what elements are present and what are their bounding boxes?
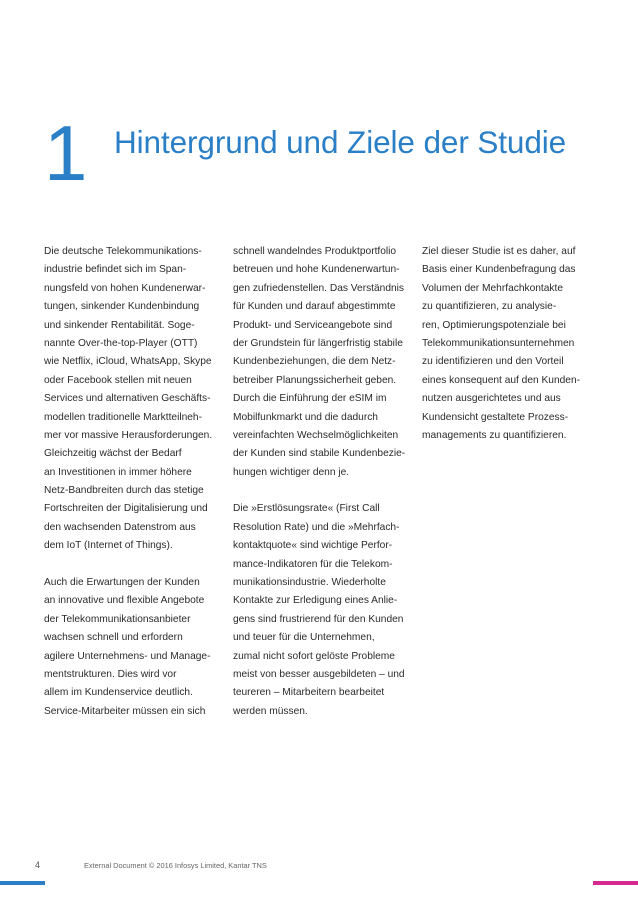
footer-copyright: External Document © 2016 Infosys Limited, Kantar TNS	[84, 861, 267, 870]
text-line: modellen traditionelle Marktteilneh-	[44, 411, 202, 423]
chapter-number: 1	[44, 109, 88, 197]
text-line: tungen, sinkender Kundenbindung	[44, 301, 200, 313]
text-line: und teuer für die Unternehmen,	[233, 632, 375, 644]
text-line: Resolution Rate) und die »Mehrfach-	[233, 521, 400, 533]
text-line: betreuen und hohe Kundenerwartun-	[233, 264, 400, 276]
text-line: Telekommunikationsunternehmen	[422, 337, 575, 349]
text-line: meist von besser ausgebildeten – und	[233, 668, 405, 680]
text-line: Volumen der Mehrfachkontakte	[422, 282, 564, 294]
text-line: industrie befindet sich im Span-	[44, 264, 187, 276]
text-line: Die deutsche Telekommunikations-	[44, 246, 202, 257]
text-line: der Grundstein für längerfristig stabile	[233, 337, 403, 349]
text-line: den wachsenden Datenstrom aus	[44, 521, 196, 533]
text-line: Gleichzeitig wächst der Bedarf	[44, 448, 182, 460]
text-column-1	[44, 243, 216, 721]
text-line: oder Facebook stellen mit neuen	[44, 374, 192, 386]
text-line: Durch die Einführung der eSIM im	[233, 393, 387, 405]
text-line: wie Netflix, iCloud, WhatsApp, Skype	[44, 356, 212, 368]
text-line: gen zufriedenstellen. Das Verständnis	[233, 282, 405, 294]
text-line: der Kunden sind stabile Kundenbezie-	[233, 448, 406, 460]
text-line: eines konsequent auf den Kunden-	[422, 374, 581, 386]
text-line: kontaktquote« sind wichtige Perfor-	[233, 540, 393, 552]
text-line: Produkt- und Serviceangebote sind	[233, 319, 393, 331]
text-column-2	[233, 243, 405, 721]
text-line: nannte Over-the-top-Player (OTT)	[44, 337, 198, 349]
text-line: mentstrukturen. Dies wird vor	[44, 668, 177, 680]
paragraph-gap	[44, 556, 216, 574]
text-line: managements zu quantifizieren.	[422, 429, 567, 441]
chapter-title: Hintergrund und Ziele der Studie	[114, 124, 567, 160]
text-line: an Investitionen in immer höhere	[44, 466, 192, 478]
text-line: allem im Kundenservice deutlich.	[44, 687, 193, 699]
text-line: mance-Indikatoren für die Telekom-	[233, 558, 393, 570]
text-line: Kundensicht gestaltete Prozess-	[422, 411, 569, 423]
text-line: Auch die Erwartungen der Kunden	[44, 577, 200, 589]
text-line: Mobilfunkmarkt und die dadurch	[233, 411, 378, 423]
text-line: Kundenbeziehungen, die dem Netz-	[233, 356, 396, 368]
text-line: wachsen schnell und erfordern	[44, 632, 183, 644]
footer-accent-bar-left	[0, 881, 45, 885]
text-line: der Telekommunikationsanbieter	[44, 613, 191, 625]
paragraph	[422, 243, 594, 445]
text-line: Services und alternativen Geschäfts-	[44, 393, 211, 405]
paragraph-gap	[233, 482, 405, 500]
text-line: Fortschreiten der Digitalisierung und	[44, 503, 208, 515]
page-number: 4	[35, 860, 41, 870]
paragraph	[44, 243, 216, 556]
text-line: Netz-Bandbreiten durch das stetige	[44, 485, 204, 497]
text-line: teureren – Mitarbeitern bearbeitet	[233, 687, 385, 699]
text-line: ren, Optimierungspotenziale bei	[422, 319, 566, 331]
text-line: mer vor massive Herausforderungen.	[44, 429, 213, 441]
text-line: werden müssen.	[233, 705, 308, 717]
paragraph	[44, 574, 216, 721]
text-line: an innovative und flexible Angebote	[44, 595, 205, 607]
text-line: schnell wandelndes Produktportfolio	[233, 246, 397, 257]
text-line: Die »Erstlösungsrate« (First Call	[233, 503, 380, 515]
text-line: Service-Mitarbeiter müssen ein sich	[44, 705, 206, 717]
text-line: nutzen ausgerichtetes und aus	[422, 393, 561, 405]
text-line: betreiber Planungssicherheit geben.	[233, 374, 397, 386]
text-column-3	[422, 243, 594, 445]
text-line: und sinkender Rentabilität. Soge-	[44, 319, 195, 331]
text-line: agilere Unternehmens- und Manage-	[44, 650, 211, 662]
text-line: Basis einer Kundenbefragung das	[422, 264, 576, 276]
text-line: hungen wichtiger denn je.	[233, 466, 350, 478]
footer-accent-bar-right	[593, 881, 638, 885]
text-line: nungsfeld von hohen Kundenerwar-	[44, 282, 206, 294]
text-line: zumal nicht sofort gelöste Probleme	[233, 650, 395, 662]
page-footer	[0, 856, 638, 876]
text-line: für Kunden und darauf abgestimmte	[233, 301, 396, 313]
text-line: Kontakte zur Erledigung eines Anlie-	[233, 595, 398, 607]
text-line: zu quantifizieren, zu analysie-	[422, 301, 557, 313]
paragraph	[233, 500, 405, 721]
text-line: vereinfachten Wechselmöglichkeiten	[233, 429, 399, 441]
text-line: Ziel dieser Studie ist es daher, auf	[422, 246, 576, 257]
text-line: zu identifizieren und den Vorteil	[422, 356, 564, 368]
text-line: munikationsindustrie. Wiederholte	[233, 577, 386, 589]
paragraph	[233, 243, 405, 482]
text-line: dem IoT (Internet of Things).	[44, 540, 173, 552]
text-line: gens sind frustrierend für den Kunden	[233, 613, 404, 625]
